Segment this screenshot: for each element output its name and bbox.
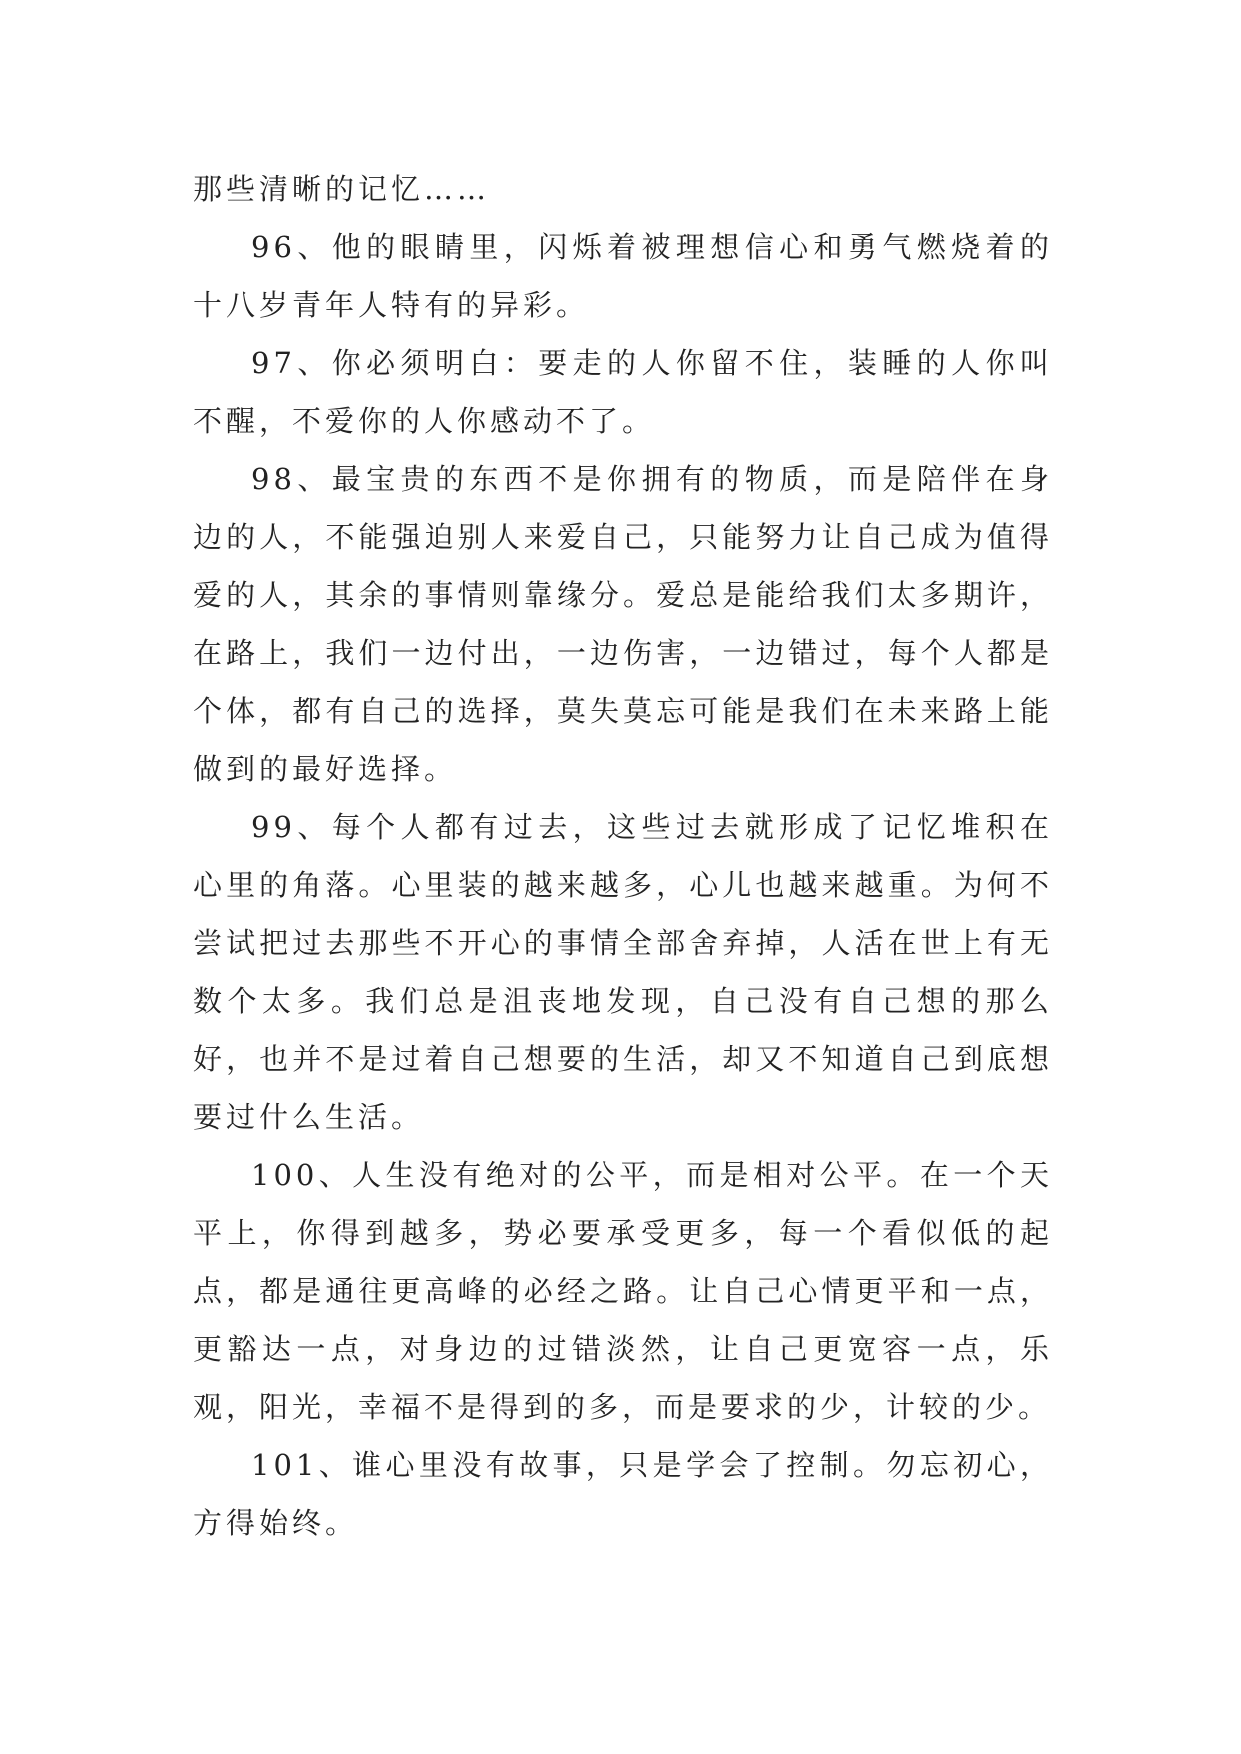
paragraph-101: 101、谁心里没有故事，只是学会了控制。勿忘初心，方得始终。 [193,1448,1053,1540]
paragraph-100: 100、人生没有绝对的公平，而是相对公平。在一个天平上，你得到越多，势必要承受更多，每一个看似低的起点，都是通往更高峰的必经之路。让自己心情更平和一点，更豁达一点，对身边的过错淡然，让自己更宽容一点，乐观，阳光，幸福不是得到的多，而是要求的少，计较的少。 [193,1158,1053,1424]
paragraph-98: 98、最宝贵的东西不是你拥有的物质，而是陪伴在身边的人，不能强迫别人来爱自己，只能努力让自己成为值得爱的人，其余的事情则靠缘分。爱总是能给我们太多期许，在路上，我们一边付出，一边伤害，一边错过，每个人都是个体，都有自己的选择，莫失莫忘可能是我们在未来路上能做到的最好选择。 [193,462,1053,786]
paragraph-96: 96、他的眼睛里，闪烁着被理想信心和勇气燃烧着的十八岁青年人特有的异彩。 [193,230,1053,322]
document-page [193,160,1053,1552]
paragraph-99: 99、每个人都有过去，这些过去就形成了记忆堆积在心里的角落。心里装的越来越多，心儿也越来越重。为何不尝试把过去那些不开心的事情全部舍弃掉，人活在世上有无数个太多。我们总是沮丧地发现，自己没有自己想的那么好，也并不是过着自己想要的生活，却又不知道自己到底想要过什么生活。 [193,810,1053,1134]
paragraph-97: 97、你必须明白：要走的人你留不住，装睡的人你叫不醒，不爱你的人你感动不了。 [193,346,1053,438]
paragraph-continuation: 那些清晰的记忆…… [193,172,491,206]
